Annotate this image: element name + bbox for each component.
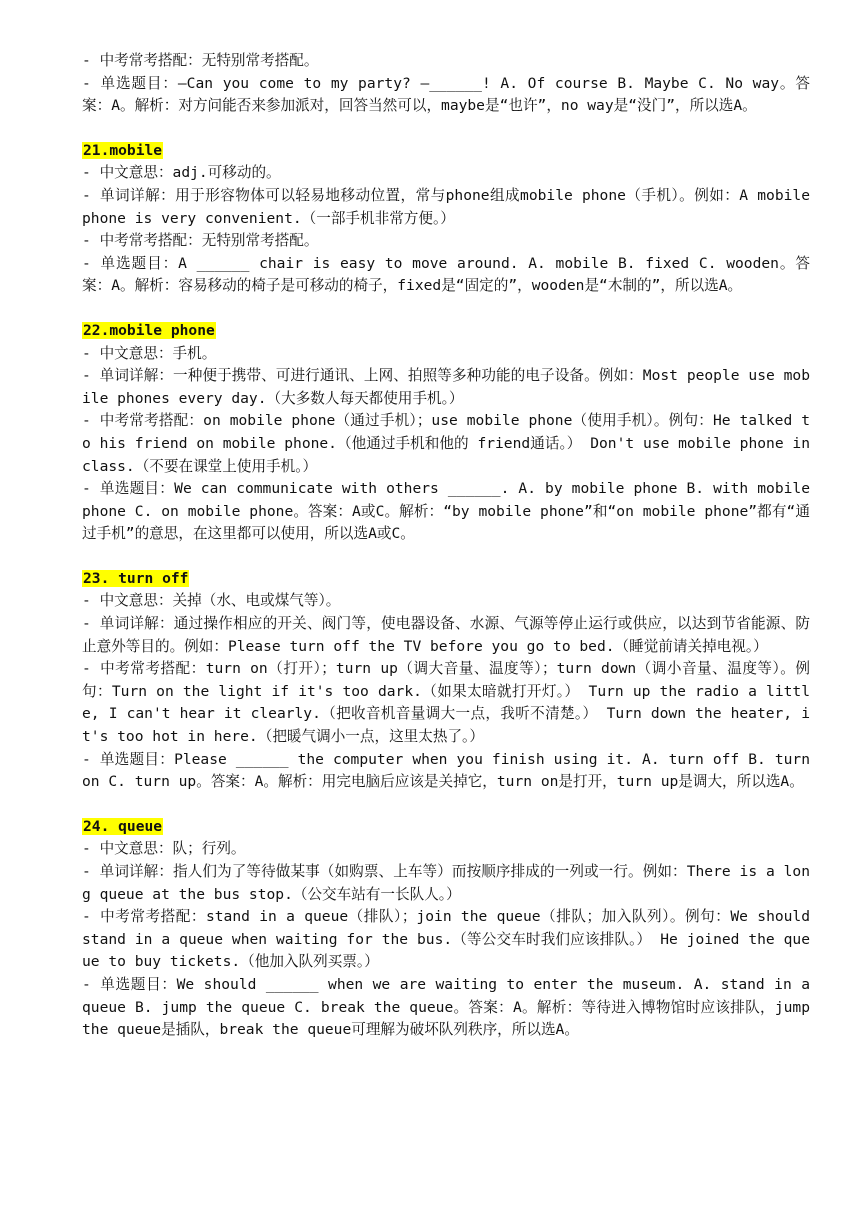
entry-line: - 单选题目：We should ______ when we are waiting to enter the museum. A. stand in a queue B. jump the queue C. break the queue。答案：A。解析：等待进入博物馆时应该排队，jump the queue是插队，break the queue可理解为破坏队列秩序，所以选A。 <box>82 975 810 1039</box>
entry-line: - 中考常考搭配：无特别常考搭配。 <box>82 232 319 250</box>
entry-line: - 单词详解：指人们为了等待做某事（如购票、上车等）而按顺序排成的一列或一行。例如：There is a long queue at the bus stop.（公交车站有一长队人。） <box>82 863 810 903</box>
intro-line: - 单选题目：—Can you come to my party? —______! A. Of course B. Maybe C. No way。答案：A。解析：对方问能否来参加派对，回答当然可以，maybe是“也许”，no way是“没门”，所以选A。 <box>82 74 810 115</box>
vocab-entry-23 <box>82 568 810 794</box>
entry-line: - 中文意思：手机。 <box>82 344 217 362</box>
entry-line: - 中文意思：队；行列。 <box>82 840 246 858</box>
entry-line: - 中文意思：adj.可移动的。 <box>82 164 281 182</box>
entry-line: - 中考常考搭配：stand in a queue（排队）；join the queue（排队；加入队列）。例句：We should stand in a queue when waiting for the bus.（等公交车时我们应该排队。） He joined the queue to buy tickets.（他加入队列买票。） <box>82 908 810 971</box>
entry-heading: 22.mobile phone <box>83 321 215 339</box>
entry-heading: 21.mobile <box>83 141 163 159</box>
entry-heading: 24. queue <box>83 817 163 835</box>
document-page <box>82 50 810 1042</box>
entry-line: - 单选题目：A ______ chair is easy to move around. A. mobile B. fixed C. wooden。答案：A。解析：容易移动的椅子是可移动的椅子，fixed是“固定的”，wooden是“木制的”，所以选A。 <box>82 254 810 295</box>
entry-heading: 23. turn off <box>83 569 189 587</box>
entry-line: - 中文意思：关掉（水、电或煤气等）。 <box>82 592 341 610</box>
vocab-entry-24 <box>82 816 810 1042</box>
entry-line: - 单选题目：We can communicate with others ______. A. by mobile phone B. with mobile phone C. on mobile phone。答案：A或C。解析：“by mobile phone”和“on mobile phone”都有“通过手机”的意思，在这里都可以使用，所以选A或C。 <box>82 480 810 543</box>
entry-line: - 单词详解：用于形容物体可以轻易地移动位置，常与phone组成mobile phone（手机）。例如：A mobile phone is very convenient.（一部手机非常方便。） <box>82 186 810 227</box>
vocab-entry-22 <box>82 320 810 546</box>
entry-line: - 单选题目：Please ______ the computer when you finish using it. A. turn off B. turn on C. turn up。答案：A。解析：用完电脑后应该是关掉它，turn on是打开，turn up是调大，所以选A。 <box>82 750 810 791</box>
entry-line: - 单词详解：一种便于携带、可进行通讯、上网、拍照等多种功能的电子设备。例如：Most people use mobile phones every day.（大多数人每天都使用手机。） <box>82 367 810 407</box>
entry-line: - 中考常考搭配：on mobile phone（通过手机）；use mobile phone（使用手机）。例句：He talked to his friend on mobile phone.（他通过手机和他的 friend通话。） Don't use mobile phone in class.（不要在课堂上使用手机。） <box>82 412 810 475</box>
entry-line: - 中考常考搭配：turn on（打开）；turn up（调大音量、温度等）；turn down（调小音量、温度等）。例句：Turn on the light if it's too dark.（如果太暗就打开灯。） Turn up the radio a little, I can't hear it clearly.（把收音机音量调大一点，我听不清楚。） Turn down the heater, it's too hot in here.（把暖气调小一点，这里太热了。） <box>82 660 810 746</box>
intro-line: - 中考常考搭配：无特别常考搭配。 <box>82 52 319 69</box>
intro-block <box>82 50 810 118</box>
vocab-entry-21 <box>82 140 810 298</box>
entry-line: - 单词详解：通过操作相应的开关、阀门等，使电器设备、水源、气源等停止运行或供应，以达到节省能源、防止意外等目的。例如：Please turn off the TV before you go to bed.（睡觉前请关掉电视。） <box>82 615 810 655</box>
